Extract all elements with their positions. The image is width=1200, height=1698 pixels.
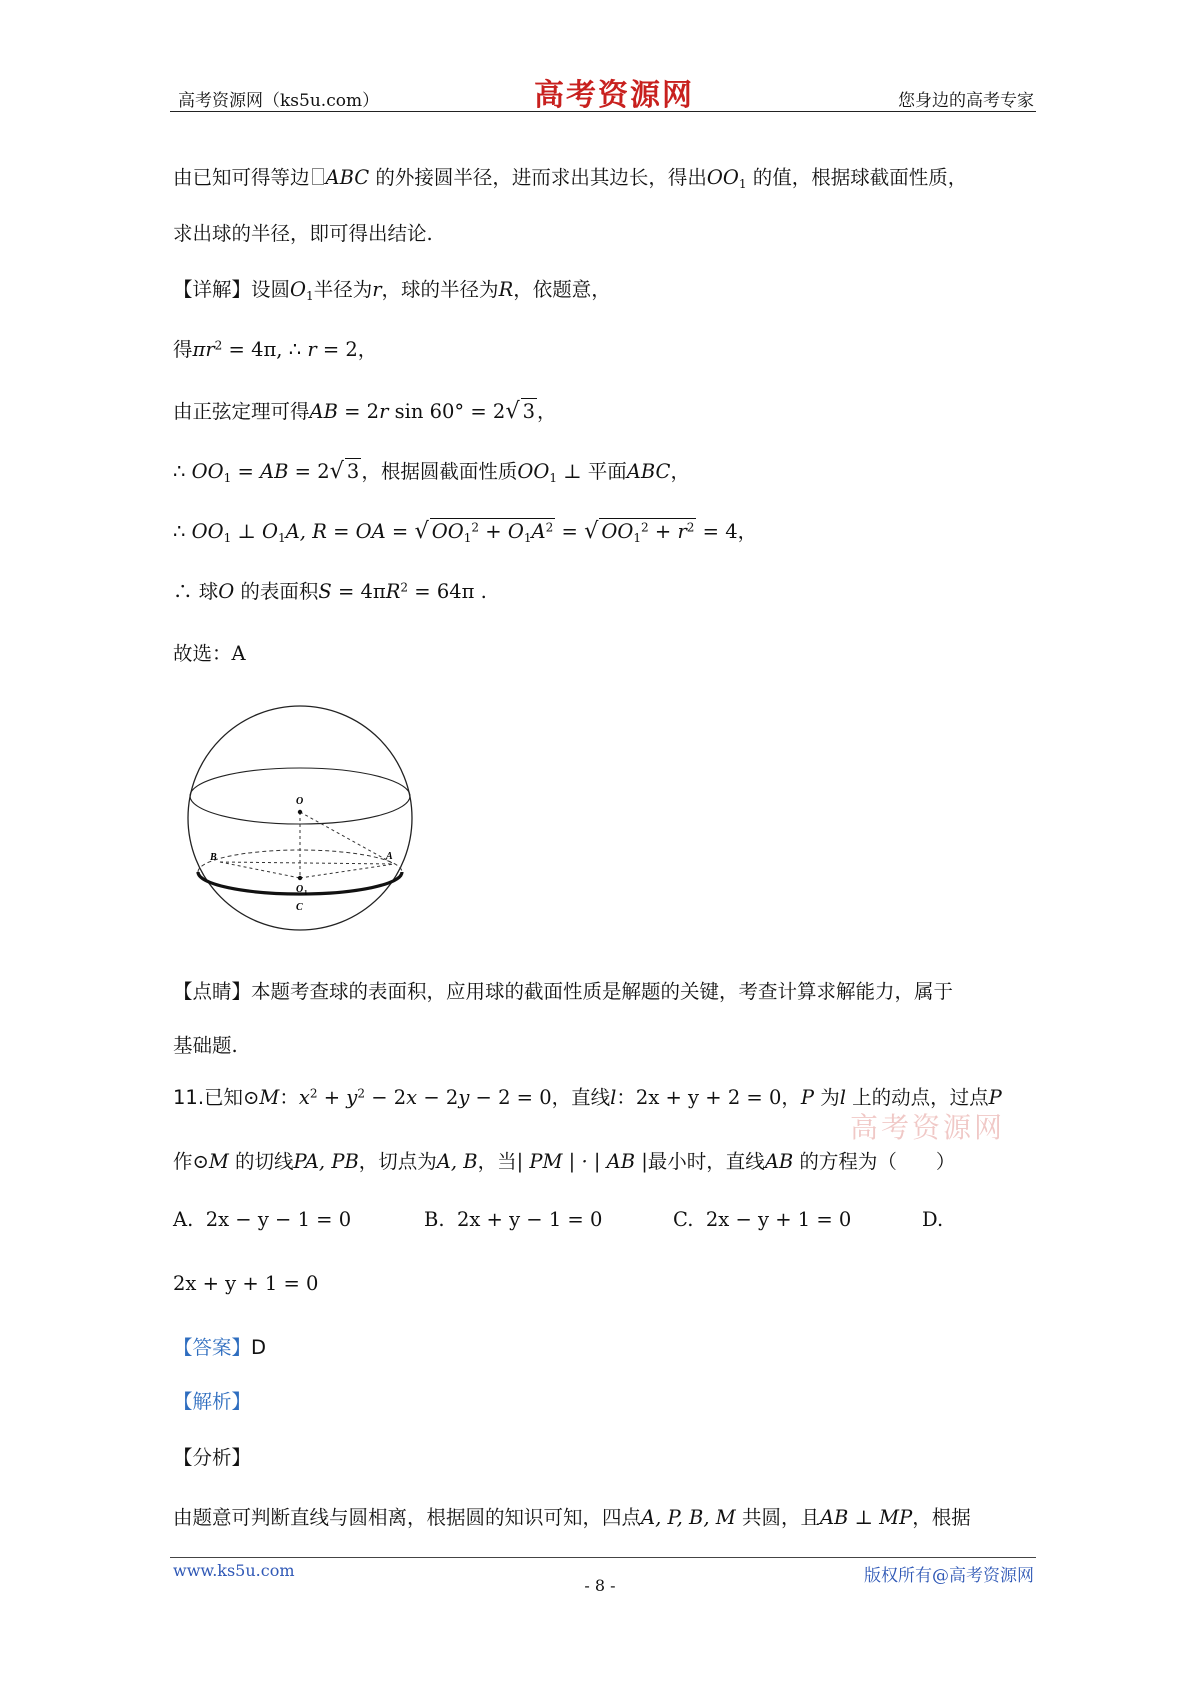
math-oo: OO <box>706 166 739 189</box>
sqrt-radicand <box>599 518 696 546</box>
math-run: ⊥ <box>231 520 263 543</box>
footer-site-link[interactable]: www.ks5u.com <box>173 1561 295 1580</box>
segment-OA <box>300 812 394 864</box>
math-x: x <box>298 1086 310 1109</box>
footer-page-number: - 8 - <box>584 1576 616 1595</box>
footer-rule <box>170 1557 1036 1558</box>
math-r: r <box>372 278 382 301</box>
text-run: 上的动点，过点 <box>845 1086 989 1109</box>
text-run: ⊥ 平面 <box>557 460 627 483</box>
math-run: − 2 <box>365 1086 407 1109</box>
label-O1-sub: 1 <box>304 889 308 897</box>
answer-letter: D <box>251 1336 267 1359</box>
math-o: O <box>507 520 524 543</box>
math-ab: AB <box>309 400 338 423</box>
math-run: ∴ <box>173 520 192 543</box>
line-equation: 2x + y + 2 = 0 <box>635 1086 782 1109</box>
math-y: y <box>458 1086 470 1109</box>
math-run: = <box>555 520 585 543</box>
math-r: r <box>379 400 389 423</box>
math-run: A, R <box>285 520 327 543</box>
math-subscript: 1 <box>223 471 232 486</box>
text-run: 已知⊙ <box>204 1086 260 1109</box>
text-run: 的值，根据球截面性质， <box>746 166 968 189</box>
math-a: A <box>531 520 546 543</box>
option-b[interactable] <box>424 1208 602 1231</box>
math-oo: OO <box>601 520 634 543</box>
label-C: C <box>296 902 303 913</box>
header-logo: 高考资源网 <box>534 78 694 113</box>
math-subscript: 1 <box>223 531 232 546</box>
label-A: A <box>386 851 393 862</box>
text-run: ，依题意， <box>513 278 611 301</box>
text-line-dianjing: 【点睛】本题考查球的表面积，应用球的截面性质是解题的关键，考查计算求解能力，属于 <box>173 980 954 1003</box>
math-pm-ab: | PM | · | AB | <box>516 1150 648 1173</box>
text-line-jichuti: 基础题. <box>173 1034 238 1057</box>
math-o: O <box>290 278 307 301</box>
text-line-6 <box>173 458 690 486</box>
question-11-line-2 <box>173 1150 955 1173</box>
point-O <box>298 810 302 814</box>
analysis-label: 【解析】 <box>173 1390 252 1413</box>
text-line-4 <box>173 338 377 361</box>
math-oa: OA <box>355 520 386 543</box>
point-O1 <box>298 876 302 880</box>
label-O: O <box>296 796 304 807</box>
text-line-8 <box>173 580 487 603</box>
text-run: 【详解】设圆 <box>173 278 291 301</box>
segment-AB <box>220 862 394 864</box>
text-run: 的切线 <box>228 1150 294 1173</box>
math-o: O <box>262 520 279 543</box>
header-rule <box>170 111 1036 112</box>
text-run: 为 <box>814 1086 840 1109</box>
math-subscript: 1 <box>738 177 747 192</box>
header-site-name: 高考资源网（ks5u.com） <box>178 91 380 111</box>
math-abc: ABC <box>626 460 671 483</box>
text-line-1 <box>173 166 967 192</box>
text-run: ，当 <box>477 1150 517 1173</box>
sqrt-radicand: 3 <box>346 460 360 483</box>
math-superscript: 2 <box>214 338 223 353</box>
math-superscript: 2 <box>641 520 649 535</box>
math-run: = 2 <box>288 460 330 483</box>
header-slogan: 您身边的高考专家 <box>898 91 1034 111</box>
math-run: = 4π, ∴ <box>222 338 308 361</box>
text-run: ， <box>537 400 557 423</box>
label-B: B <box>210 852 217 863</box>
label-O1: O <box>296 884 304 895</box>
math-run: ⊥ <box>848 1506 880 1529</box>
text-run: ，根据 <box>912 1506 971 1529</box>
math-subscript: 1 <box>306 289 314 304</box>
sqrt-sign: √ <box>505 398 520 424</box>
math-run: + <box>479 520 508 543</box>
text-run: 的外接圆半径，进而求出其边长，得出 <box>369 166 707 189</box>
text-run: 由已知可得等边 <box>173 166 310 189</box>
option-d-expr[interactable]: 2x + y + 1 = 0 <box>173 1272 319 1295</box>
text-run: 半径为 <box>313 278 373 301</box>
math-run: sin 60° = 2 <box>388 400 506 423</box>
option-expr: 2x − y − 1 = 0 <box>205 1208 352 1231</box>
math-subscript: 1 <box>523 531 532 546</box>
text-line-2: 求出球的半径，即可得出结论. <box>173 222 433 245</box>
math-r: r <box>307 338 317 361</box>
math-run: = <box>231 460 261 483</box>
math-mp: MP <box>879 1506 913 1529</box>
math-ab: AB <box>819 1506 849 1529</box>
math-p: P <box>988 1086 1002 1109</box>
math-x: x <box>406 1086 418 1109</box>
option-a[interactable] <box>173 1208 351 1231</box>
math-l: l <box>839 1086 846 1109</box>
math-subscript: 1 <box>549 471 557 486</box>
option-c[interactable] <box>673 1208 851 1231</box>
math-run: − 2 = 0 <box>469 1086 552 1109</box>
math-p: P <box>800 1086 815 1109</box>
math-oo: OO <box>431 520 464 543</box>
math-run: = 4π <box>331 580 386 603</box>
math-oo: OO <box>517 460 550 483</box>
math-a-b: A, B <box>436 1150 478 1173</box>
text-run: ∴ 球 <box>173 580 219 603</box>
math-run: + <box>648 520 678 543</box>
text-run: 最小时，直线 <box>647 1150 765 1173</box>
math-superscript: 2 <box>357 1086 365 1101</box>
segment-O1B <box>220 862 300 878</box>
answer-line <box>173 1336 266 1359</box>
math-s: S <box>318 580 332 603</box>
sqrt-radicand <box>430 518 556 546</box>
math-abc: ABC <box>325 166 370 189</box>
text-run: 作⊙ <box>173 1150 209 1173</box>
segment-O1A <box>300 864 394 878</box>
option-label: A. <box>173 1208 194 1231</box>
text-run: ， <box>357 338 378 361</box>
watermark: 高考资源网 <box>850 1111 1006 1144</box>
math-R: R <box>498 278 514 301</box>
math-oo: OO <box>191 520 224 543</box>
option-d-label[interactable]: D. <box>922 1208 944 1231</box>
text-run: ，切点为 <box>358 1150 437 1173</box>
text-line-9: 故选：A <box>173 642 246 665</box>
text-run: ，直线 <box>551 1086 611 1109</box>
math-run: = 2 <box>316 338 358 361</box>
option-expr: 2x + y − 1 = 0 <box>456 1208 603 1231</box>
text-run: ， <box>737 520 758 543</box>
text-run: . <box>474 580 487 603</box>
text-run: 共圆，且 <box>735 1506 820 1529</box>
footer-copyright: 版权所有@高考资源网 <box>864 1566 1034 1586</box>
math-m: M <box>259 1086 280 1109</box>
text-run: 由题意可判断直线与圆相离，根据圆的知识可知，四点 <box>173 1506 642 1529</box>
math-run: = 4 <box>696 520 738 543</box>
text-run: ， <box>781 1086 801 1109</box>
math-superscript: 2 <box>471 520 480 535</box>
math-o: O <box>218 580 235 603</box>
math-pi-r: πr <box>192 338 215 361</box>
option-expr: 2x − y + 1 = 0 <box>705 1208 852 1231</box>
text-line-5 <box>173 398 557 425</box>
sqrt-radicand: 3 <box>522 400 536 423</box>
math-run: + <box>317 1086 347 1109</box>
text-run: ， <box>670 460 690 483</box>
math-run: = 2 <box>337 400 380 423</box>
fenxi-label: 【分析】 <box>173 1446 252 1469</box>
math-run: = <box>326 520 356 543</box>
math-run: = <box>385 520 415 543</box>
text-line-7 <box>173 518 757 546</box>
missing-glyph-box <box>312 168 324 185</box>
math-subscript: 1 <box>463 531 472 546</box>
question-number: 11. <box>173 1086 205 1109</box>
text-run: 由正弦定理可得 <box>173 400 310 423</box>
math-superscript: 2 <box>545 520 554 535</box>
text-run: ： <box>616 1086 636 1109</box>
math-pa-pb: PA, PB <box>293 1150 359 1173</box>
text-run: 的表面积 <box>234 580 319 603</box>
text-run: ： <box>279 1086 299 1109</box>
text-line-3 <box>173 278 611 304</box>
text-line-last <box>173 1506 971 1529</box>
math-superscript: 2 <box>400 580 409 595</box>
math-subscript: 1 <box>278 531 286 546</box>
text-run: ，球的半径为 <box>381 278 499 301</box>
math-oo: OO <box>191 460 224 483</box>
math-run: ∴ <box>173 460 192 483</box>
math-y: y <box>346 1086 358 1109</box>
math-R: R <box>385 580 401 603</box>
sqrt-sign: √ <box>414 518 429 544</box>
math-superscript: 2 <box>686 520 695 535</box>
text-run: 得 <box>173 338 193 361</box>
option-label: B. <box>424 1208 445 1231</box>
option-label: C. <box>673 1208 694 1231</box>
text-run: ，根据圆截面性质 <box>361 460 518 483</box>
math-superscript: 2 <box>309 1086 318 1101</box>
math-run: = 64π <box>408 580 475 603</box>
math-r: r <box>677 520 687 543</box>
answer-label: 【答案】 <box>173 1336 252 1359</box>
math-ab: AB <box>764 1150 794 1173</box>
math-ab: AB <box>260 460 289 483</box>
math-m: M <box>208 1150 229 1173</box>
text-run: 的方程为（ ） <box>793 1150 956 1173</box>
math-run: − 2 <box>417 1086 459 1109</box>
math-points: A, P, B, M <box>641 1506 736 1529</box>
sphere-figure <box>172 700 428 938</box>
sqrt-sign: √ <box>584 518 599 544</box>
math-l: l <box>610 1086 617 1109</box>
sqrt-sign: √ <box>329 458 344 484</box>
math-subscript: 1 <box>633 531 642 546</box>
